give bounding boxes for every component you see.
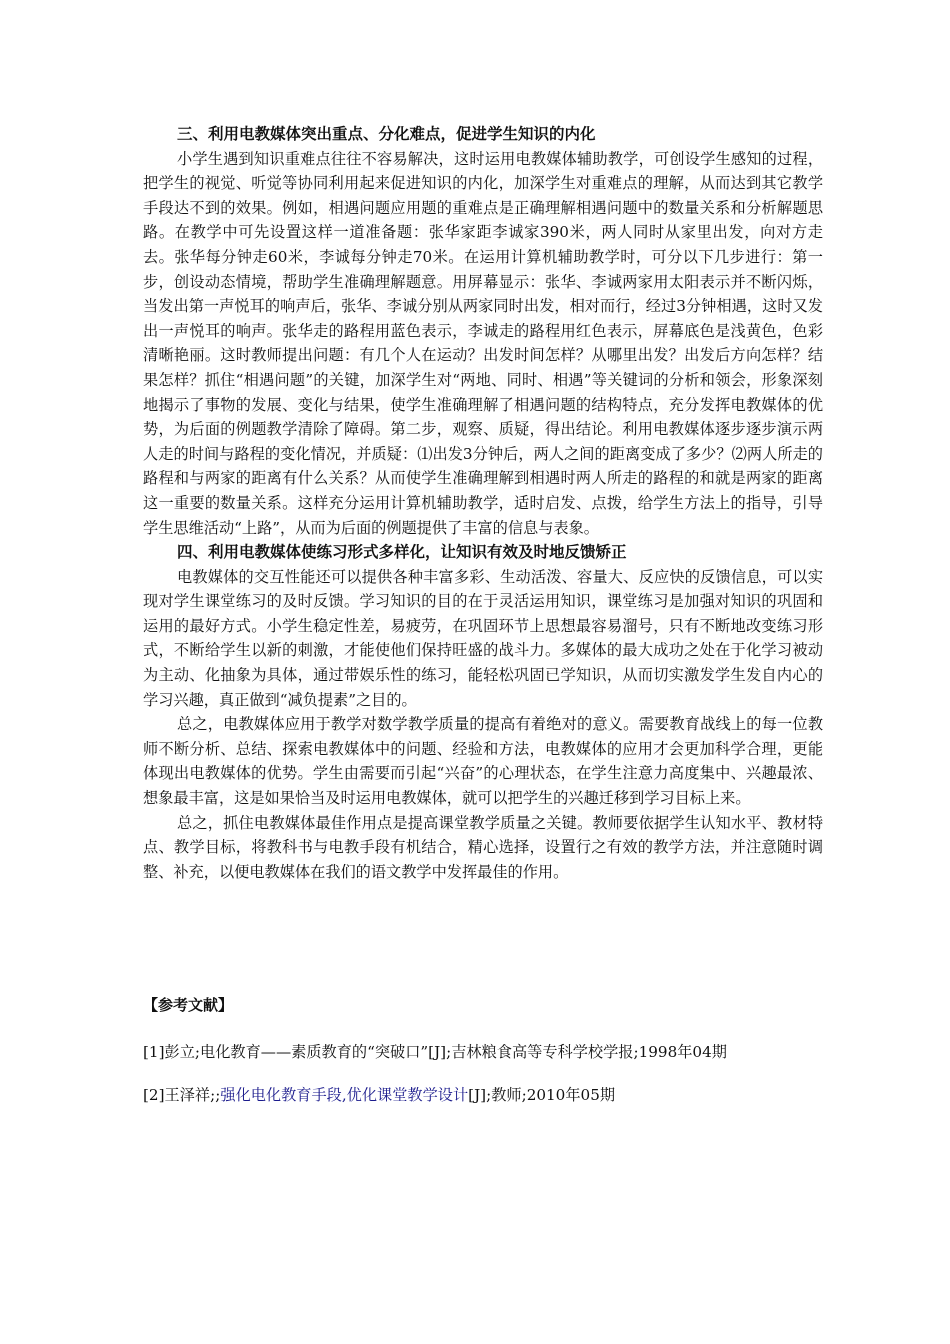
section-3-heading: 三、利用电教媒体突出重点、分化难点，促进学生知识的内化: [177, 125, 596, 143]
reference-item-2: [143, 1083, 615, 1107]
section-4-paragraph: 电教媒体的交互性能还可以提供各种丰富多彩、生动活泼、容量大、反应快的反馈信息，可以实现对学生课堂练习的及时反馈。学习知识的目的在于灵活运用知识，课堂练习是加强对知识的巩固和运用的最好方式。小学生稳定性差，易疲劳，在巩固环节上思想最容易溜号，只有不断地改变练习形式，不断给学生以新的刺激，才能使他们保持旺盛的战斗力。多媒体的最大成功之处在于化学习被动为主动、化抽象为具体，通过带娱乐性的练习，能轻松巩固已学知识，从而切实激发学生发自内心的学习兴趣，真正做到“减负提素”之目的。: [143, 567, 823, 709]
reference-item-1: [1]彭立;电化教育——素质教育的“突破口”[J];吉林粮食高等专科学校学报;1998年04期: [143, 1043, 727, 1061]
section-3-paragraph: 小学生遇到知识重难点往往不容易解决，这时运用电教媒体辅助教学，可创设学生感知的过程，把学生的视觉、听觉等协同利用起来促进知识的内化，加深学生对重难点的理解，从而达到其它教学手段达不到的效果。例如，相遇问题应用题的重难点是正确理解相遇问题中的数量关系和分析解题思路。在教学中可先设置这样一道准备题：张华家距李诚家390米，两人同时从家里出发，向对方走去。张华每分钟走60米，李诚每分钟走70米。在运用计算机辅助教学时，可分以下几步进行：第一步，创设动态情境，帮助学生准确理解题意。用屏幕显示：张华、李诚两家用太阳表示并不断闪烁，当发出第一声悦耳的响声后，张华、李诚分别从两家同时出发，相对而行，经过3分钟相遇，这时又发出一声悦耳的响声。张华走的路程用蓝色表示，李诚走的路程用红色表示，屏幕底色是浅黄色，色彩清晰艳丽。这时教师提出问题：有几个人在运动？出发时间怎样？从哪里出发？出发后方向怎样？结果怎样？抓住“相遇问题”的关键，加深学生对“两地、同时、相遇”等关键词的分析和领会，形象深刻地揭示了事物的发展、变化与结果，使学生准确理解了相遇问题的结构特点，充分发挥电教媒体的优势，为后面的例题教学清除了障碍。第二步，观察、质疑，得出结论。利用电教媒体逐步逐步演示两人走的时间与路程的变化情况，并质疑：⑴出发3分钟后，两人之间的距离变成了多少？⑵两人所走的路程和与两家的距离有什么关系？从而使学生准确理解到相遇时两人所走的路程的和就是两家的距离这一重要的数量关系。这样充分运用计算机辅助教学，适时启发、点拨，给学生方法上的指导，引导学生思维活动“上路”，从而为后面的例题提供了丰富的信息与表象。: [143, 149, 823, 537]
conclusion-paragraph-2: 总之，抓住电教媒体最佳作用点是提高课堂教学质量之关键。教师要依据学生认知水平、教材特点、教学目标，将教科书与电教手段有机结合，精心选择，设置行之有效的教学方法，并注意随时调整、补充，以便电教媒体在我们的语文教学中发挥最佳的作用。: [143, 813, 823, 881]
reference-2-source: [J];教师;2010年05期: [468, 1086, 616, 1104]
references-title: 【参考文献】: [143, 996, 234, 1014]
document-body: [143, 122, 823, 884]
section-4-heading: 四、利用电教媒体使练习形式多样化，让知识有效及时地反馈矫正: [177, 543, 627, 562]
reference-2-title-link[interactable]: 强化电化教育手段,优化课堂教学设计: [220, 1086, 469, 1104]
conclusion-paragraph-1: 总之，电教媒体应用于教学对数学教学质量的提高有着绝对的意义。需要教育战线上的每一位教师不断分析、总结、探索电教媒体中的问题、经验和方法，电教媒体的应用才会更加科学合理，更能体现出电教媒体的优势。学生由需要而引起“兴奋”的心理状态，在学生注意力高度集中、兴趣最浓、想象最丰富，这是如果恰当及时运用电教媒体，就可以把学生的兴趣迁移到学习目标上来。: [143, 715, 823, 808]
reference-2-author: [2]王泽祥;;: [143, 1086, 221, 1104]
